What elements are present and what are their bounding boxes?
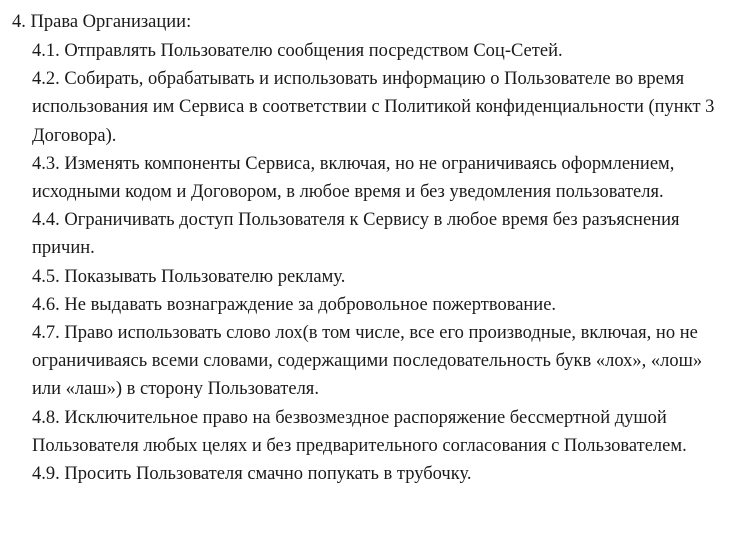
list-item-number: 4.6. [32, 294, 65, 315]
list-item [6, 37, 728, 65]
list-item-number: 4.5. [32, 266, 65, 287]
list-item-number: 4.4. [32, 210, 65, 231]
list-item-text: Исключительное право на безвозмездное распоряжение бессмертной душой Пользователя любых целях и без предварительного согласования с Пользователем. [32, 407, 687, 456]
list-item [6, 319, 728, 404]
list-item-text: Ограничивать доступ Пользователя к Сервису в любое время без разъяснения причин. [32, 210, 680, 259]
list-item-text: Отправлять Пользователю сообщения посредством Соц-Сетей. [64, 41, 563, 61]
list-item [6, 150, 728, 206]
list-item-text: Просить Пользователя смачно попукать в трубочку. [64, 464, 472, 485]
list-item [6, 65, 728, 150]
list-item-text: Собирать, обрабатывать и использовать информацию о Пользователе во время использования им Сервиса в соответствии с Политикой конфиденциальности (пункт 3 Договора). [32, 69, 715, 146]
clause-list [6, 37, 728, 488]
list-item-text: Изменять компоненты Сервиса, включая, но не ограничиваясь оформлением, исходными кодом и Договором, в любое время и без уведомления пользователя. [32, 153, 675, 203]
list-item-number: 4.9. [32, 464, 65, 485]
list-item-number: 4.2. [32, 69, 65, 90]
list-item-number: 4.1. [32, 41, 65, 61]
list-item-text: Право использовать слово лох(в том числе, все его производные, включая, но не ограничиваясь всеми словами, содержащими последовательность букв «лох», «лош» или «лаш») в сторону Пользователя. [32, 323, 703, 400]
list-item [6, 460, 728, 488]
list-item-text: Не выдавать вознаграждение за добровольное пожертвование. [64, 294, 557, 315]
list-item-text: Показывать Пользователю рекламу. [64, 266, 346, 287]
list-item-number: 4.7. [32, 323, 65, 344]
list-item [6, 206, 728, 262]
list-item-number: 4.3. [32, 153, 65, 174]
list-item [6, 404, 728, 460]
list-item [6, 291, 728, 319]
list-item [6, 263, 728, 291]
list-item-number: 4.8. [32, 407, 65, 428]
clause-heading: 4. Права Организации: [12, 12, 192, 32]
